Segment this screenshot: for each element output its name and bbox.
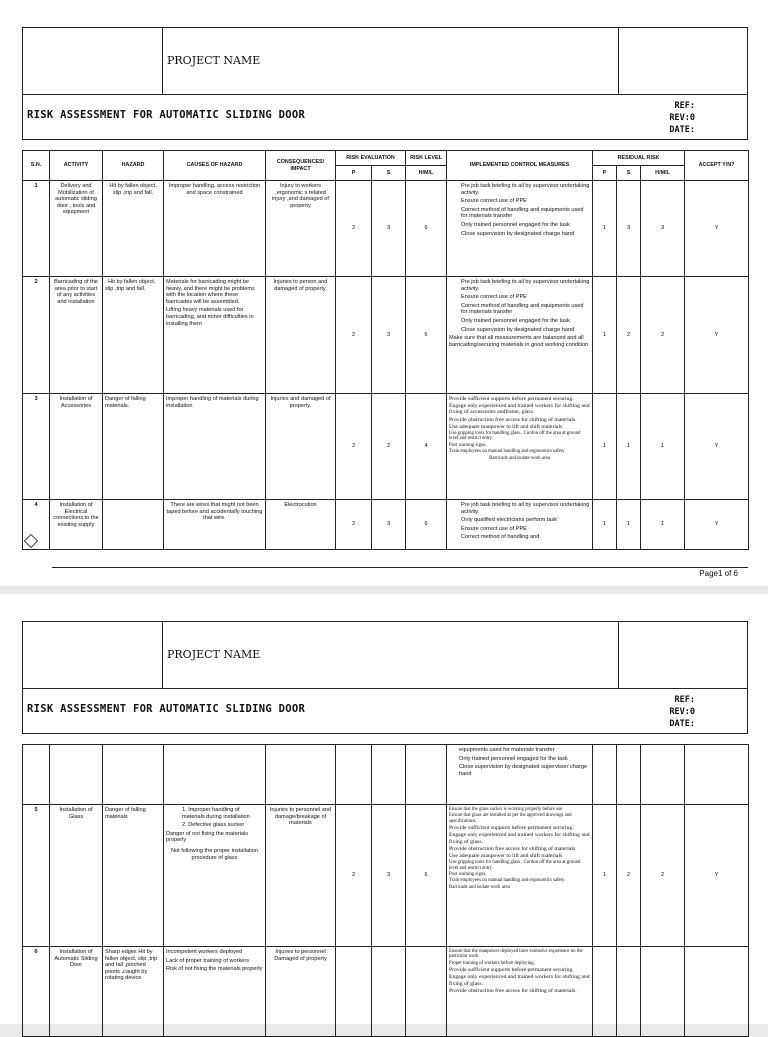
row-residual-p: 1 (593, 181, 617, 277)
row-sn: 5 (23, 805, 50, 947)
row-residual-level: 2 (641, 805, 685, 947)
row-s: 3 (372, 500, 406, 550)
row-residual-s: 2 (617, 805, 641, 947)
row-consequences: Injuries and damaged of property. (266, 394, 336, 500)
row-residual-s: 2 (617, 277, 641, 394)
row-p: 2 (336, 805, 372, 947)
row-accept: Y (685, 181, 749, 277)
table-row (23, 947, 749, 1037)
row-consequences: Injuries to personnel Damaged of property (266, 947, 336, 1037)
col-accept: ACCEPT Y/N? (685, 151, 749, 181)
row-residual-p: 1 (593, 394, 617, 500)
footer-divider (52, 567, 748, 568)
row-level: 6 (406, 277, 447, 394)
row-activity: Installation of Glass (50, 805, 103, 947)
col-hml: H/M/L (406, 166, 447, 181)
col-activity: ACTIVITY (50, 151, 103, 181)
rev-label: REV:0 (669, 113, 695, 123)
row-consequences: Injury to workers ,ergonomic s related injury ,and damaged of property (266, 181, 336, 277)
table-row (23, 394, 749, 500)
project-name: PROJECT NAME (167, 54, 261, 67)
row-causes: 1. Improper handling of materials during installation 2. Defective glass sucker Danger of not fixing the materials properly Not following the proper installation procedure of glass (164, 805, 266, 947)
row-residual-s: 3 (617, 181, 641, 277)
table-row (23, 805, 749, 947)
ref-block (669, 100, 695, 136)
row-controls: equipments used for materials transfer Only trained personnel engaged for the task Close supervision by designated supervisor/ charge hand (447, 745, 593, 805)
risk-table-page-1 (22, 150, 749, 550)
row-p: 2 (336, 181, 372, 277)
row-causes: Improper handling of materials during installation (164, 394, 266, 500)
row-level: 6 (406, 181, 447, 277)
document-page-2 (0, 594, 768, 1024)
col-residual-s: S (617, 166, 641, 181)
col-residual-hml: H/M/L (641, 166, 685, 181)
row-residual-s: 1 (617, 500, 641, 550)
row-accept: Y (685, 500, 749, 550)
logo-cell (23, 28, 163, 94)
col-controls: IMPLEMENTED CONTROL MEASURES (447, 151, 593, 181)
col-sn: S.N. (23, 151, 50, 181)
row-level: 4 (406, 394, 447, 500)
row-s: 3 (372, 277, 406, 394)
table-row (23, 745, 749, 805)
row-s: 3 (372, 805, 406, 947)
row-consequences: Injuries to personnel and damage/breakage of materials (266, 805, 336, 947)
project-name: PROJECT NAME (167, 648, 261, 661)
row-sn: 3 (23, 394, 50, 500)
row-residual-level: 3 (641, 181, 685, 277)
row-p: 2 (336, 500, 372, 550)
row-accept: Y (685, 277, 749, 394)
row-residual-p: 1 (593, 277, 617, 394)
row-level: 6 (406, 500, 447, 550)
row-hazard (103, 500, 164, 550)
ref-label: REF: (674, 695, 695, 705)
ref-block (669, 694, 695, 730)
row-activity: Delivery and Mobilization of automatic sliding door , tools and equipment (50, 181, 103, 277)
row-activity: Installation of Accessories (50, 394, 103, 500)
row-residual-p: 1 (593, 805, 617, 947)
page-header (22, 621, 748, 734)
row-s: 2 (372, 394, 406, 500)
row-causes: There are wires that might not been taped before and accidentally touching that wire. (164, 500, 266, 550)
page-header (22, 27, 748, 140)
document-title: RISK ASSESSMENT FOR AUTOMATIC SLIDING DOOR (27, 109, 306, 121)
col-p: P (336, 166, 372, 181)
row-residual-level: 2 (641, 277, 685, 394)
row-residual-level: 1 (641, 500, 685, 550)
row-residual-level: 1 (641, 394, 685, 500)
row-sn: 4 (23, 500, 50, 550)
row-causes: Incompetent workers deployed Lack of proper training of workers Risk of not fixing the materials properly (164, 947, 266, 1037)
table-row (23, 500, 749, 550)
row-sn: 1 (23, 181, 50, 277)
row-hazard: . Hit by fallen object, slip ,trip and fall. (103, 277, 164, 394)
col-hazard: HAZARD (103, 151, 164, 181)
date-label: DATE: (669, 125, 695, 135)
row-causes: Improper handling, access restriction and space constrained (164, 181, 266, 277)
row-controls: Provide sufficient supports before permanent securing. Engage only experienced and trained workers for shifting and fixing of accessories andframe, glass. Provide obstruction free access for shifting of materials. Use adequate manpower to lift and shift materials Use gripping tools for handling glass.. Cordon off the area at ground level and restrict entry. Post warning signs. Train employees on manual handling and ergonomics safety Barricade and isolate work area (447, 394, 593, 500)
row-hazard: Danger of falling materials (103, 805, 164, 947)
page-number: Page1 of 6 (699, 569, 738, 578)
col-consequences: CONSEQUENCES/ IMPACT (266, 151, 336, 181)
logo-cell (23, 622, 163, 688)
row-consequences: Injuries to person and damaged of property. (266, 277, 336, 394)
row-sn: 6 (23, 947, 50, 1037)
row-p: 2 (336, 394, 372, 500)
diamond-icon (24, 534, 38, 548)
row-accept: Y (685, 805, 749, 947)
row-hazard: Sharp edges Hit by fallen object, slip ,trip and fall ,pinched points ,caught by rotating device (103, 947, 164, 1037)
row-s: 3 (372, 181, 406, 277)
row-hazard: Danger of falling materials. (103, 394, 164, 500)
row-controls: Ensure that the glass sucker is working properly before use Ensure that glass are installed as per the approved drawings and specifications. Provide sufficient supports before permanent securing. Engage only experienced and trained workers for shifting and fixing of glass. Provide obstruction free access for shifting of materials. Use adequate manpower to lift and shift materials Use gripping tools for handling glass.. Cordon off the area at ground level and restrict entry. Post warning signs. Train employees on manual handling and ergonomics safety Barricade and isolate work area (447, 805, 593, 947)
document-title: RISK ASSESSMENT FOR AUTOMATIC SLIDING DOOR (27, 703, 306, 715)
col-risk-level: RISK LEVEL (406, 151, 447, 166)
col-residual-p: P (593, 166, 617, 181)
row-residual-p: 1 (593, 500, 617, 550)
row-controls: Pre job task briefing to all by supervisor undertaking activity. Ensure correct use of PPE Correct method of handling and equipments used for materials transfer Only trained personnel engaged for the task. Close supervision by designated charge hand Make sure that all measurements are balanced and all barricading/securing materials in good working condition (447, 277, 593, 394)
col-residual-risk: RESIDUAL RISK (593, 151, 685, 166)
row-causes: Materials for barricading might be heavy, and there might be problems with the location where these barricades will be assembled. Lifting heavy materials used for barricading, and minor difficulties in installing them (164, 277, 266, 394)
row-controls: Pre job task briefing to all by supervisor undertaking activity. Ensure correct use of PPE Correct method of handling and equipments used for materials transfer Only trained personnel engaged for the task Close supervision by designated charge hand (447, 181, 593, 277)
row-sn: 2 (23, 277, 50, 394)
row-accept: Y (685, 394, 749, 500)
date-label: DATE: (669, 719, 695, 729)
rev-label: REV:0 (669, 707, 695, 717)
risk-table-page-2 (22, 744, 749, 1037)
table-row (23, 181, 749, 277)
row-activity: Installation of Automatic Sliding Door (50, 947, 103, 1037)
col-s: S (372, 166, 406, 181)
row-hazard: Hit by fallen object, slip ,trip and fall. (103, 181, 164, 277)
row-level: 6 (406, 805, 447, 947)
ref-label: REF: (674, 101, 695, 111)
row-controls: Ensure that the manpower deployed have extensive experience on the particular work Proper training of workers before deploying. Provide sufficient supports before permanent securing. Engage only experienced and trained workers for shifting and fixing of glass. Provide obstruction free access for shifting of materials. (447, 947, 593, 1037)
table-row (23, 277, 749, 394)
row-activity: Installation of Electrical connections to the existing supply (50, 500, 103, 550)
row-consequences: Electrocution (266, 500, 336, 550)
row-residual-s: 1 (617, 394, 641, 500)
col-risk-evaluation: RISK EVALUATION (336, 151, 406, 166)
col-causes: CAUSES OF HAZARD (164, 151, 266, 181)
row-controls: Pre job task briefing to all by supervisor undertaking activity. Only qualified electricians perform task Ensure correct use of PPE Correct method of handling and (447, 500, 593, 550)
row-activity: Barricading of the area prior to start of any activities and installation (50, 277, 103, 394)
row-p: 2 (336, 277, 372, 394)
